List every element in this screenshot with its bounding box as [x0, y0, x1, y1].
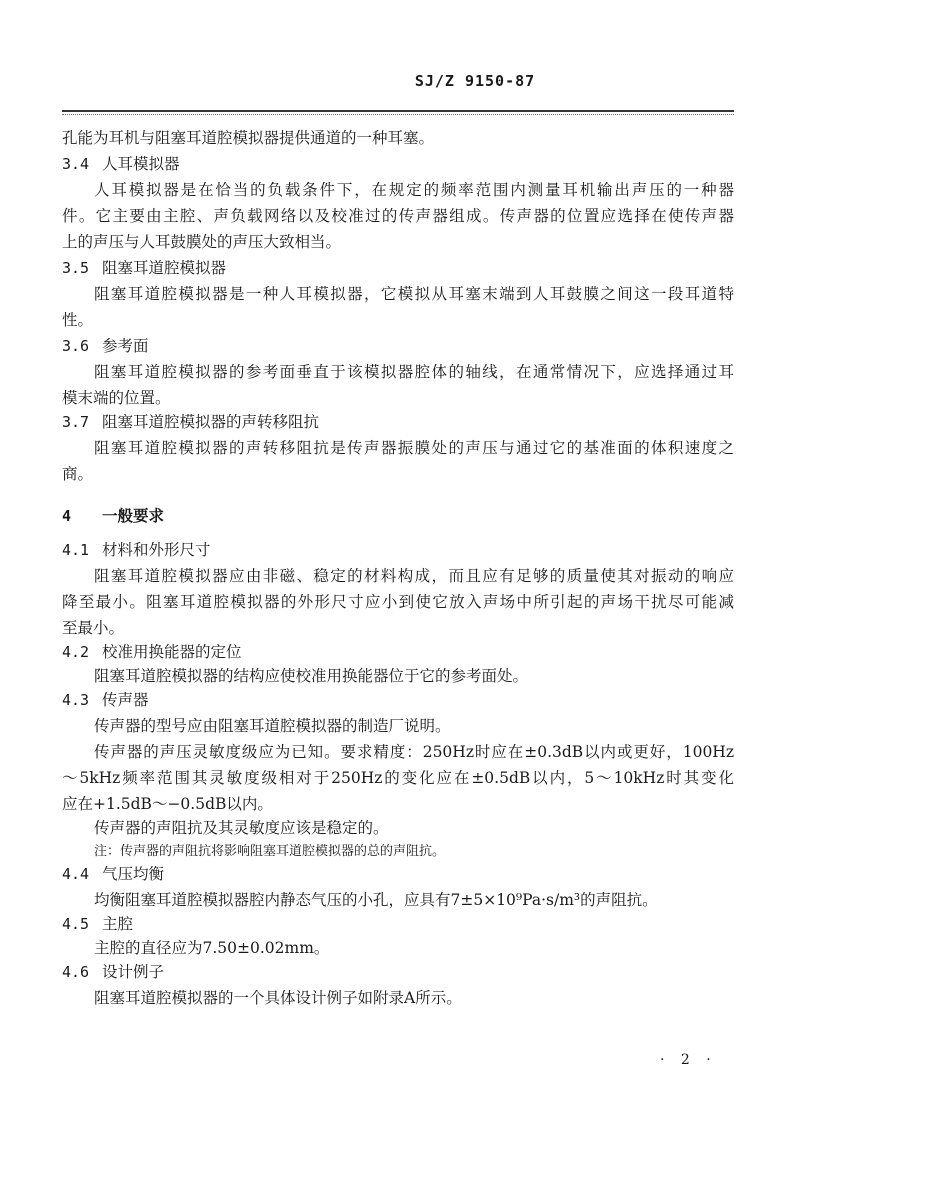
section-heading-3-5: [62, 258, 226, 278]
section-title: 一般要求: [102, 506, 165, 525]
page-number: · 2 ·: [660, 1052, 717, 1068]
section-title: 阻塞耳道腔模拟器的声转移阻抗: [102, 413, 320, 431]
section-number: 4.6: [62, 963, 90, 981]
section-number: 3.7: [62, 413, 90, 431]
text-line: 主腔的直径应为7.50±0.02mm。: [94, 939, 330, 957]
section-title: 校准用换能器的定位: [102, 643, 242, 661]
section-title: 阻塞耳道腔模拟器: [102, 259, 227, 277]
section-heading-3-4: [62, 154, 180, 174]
section-number: 3.4: [62, 155, 90, 173]
text-line: 阻塞耳道腔模拟器的结构应使校准用换能器位于它的参考面处。: [94, 667, 529, 685]
section-heading-3-7: [62, 412, 319, 432]
section-heading-4: [62, 506, 164, 526]
section-title: 主腔: [102, 915, 134, 933]
section-heading-4-2: [62, 642, 242, 662]
section-heading-4-1: [62, 540, 211, 560]
section-heading-4-4: [62, 864, 164, 884]
text-line: 阻塞耳道腔模拟器的声转移阻抗是传声器振膜处的声压与通过它的基准面的体积速度之: [94, 439, 734, 457]
section-title: 设计例子: [102, 963, 165, 981]
section-number: 4: [62, 507, 72, 525]
text-line: 上的声压与人耳鼓膜处的声压大致相当。: [62, 233, 342, 251]
text-line: 至最小。: [62, 619, 125, 637]
section-title: 人耳模拟器: [102, 155, 180, 173]
section-number: 4.1: [62, 541, 90, 559]
section-number: 4.4: [62, 865, 90, 883]
section-number: 4.2: [62, 643, 90, 661]
text-line: 传声器的声压灵敏度级应为已知。要求精度：250Hz时应在±0.3dB以内或更好，100Hz: [94, 743, 734, 761]
section-number: 4.3: [62, 691, 90, 709]
text-line: 阻塞耳道腔模拟器的参考面垂直于该模拟器腔体的轴线，在通常情况下，应选择通过耳: [94, 363, 734, 381]
header-rule: [62, 110, 734, 112]
text-line: 商。: [62, 465, 94, 483]
text-line: 性。: [62, 311, 94, 329]
text-line: 孔能为耳机与阻塞耳道腔模拟器提供通道的一种耳塞。: [62, 129, 435, 147]
text-line: 件。它主要由主腔、声负载网络以及校准过的传声器组成。传声器的位置应选择在使传声器: [62, 207, 734, 225]
section-heading-3-6: [62, 336, 149, 356]
text-line: 传声器的声阻抗及其灵敏度应该是稳定的。: [94, 819, 389, 837]
section-number: 4.5: [62, 915, 90, 933]
section-heading-4-3: [62, 690, 149, 710]
section-number: 3.5: [62, 259, 90, 277]
text-line: 降至最小。阻塞耳道腔模拟器的外形尺寸应小到使它放入声场中所引起的声场干扰尽可能减: [62, 593, 734, 611]
document-id: SJ/Z 9150-87: [414, 72, 536, 90]
section-number: 3.6: [62, 337, 90, 355]
text-line: 传声器的型号应由阻塞耳道腔模拟器的制造厂说明。: [94, 717, 451, 735]
section-title: 材料和外形尺寸: [102, 541, 211, 559]
section-heading-4-6: [62, 962, 164, 982]
header-rule-dotted: [62, 114, 734, 115]
section-title: 气压均衡: [102, 865, 165, 883]
section-title: 传声器: [102, 691, 149, 709]
note: 注：传声器的声阻抗将影响阻塞耳道腔模拟器的总的声阻抗。: [94, 844, 446, 859]
text-line: 人耳模拟器是在恰当的负载条件下，在规定的频率范围内测量耳机输出声压的一种器: [94, 181, 734, 199]
section-title: 参考面: [102, 337, 149, 355]
text-line: ～5kHz频率范围其灵敏度级相对于250Hz的变化应在±0.5dB以内，5～10kHz时其变化: [62, 769, 734, 787]
section-heading-4-5: [62, 914, 133, 934]
text-line: 阻塞耳道腔模拟器的一个具体设计例子如附录A所示。: [94, 989, 462, 1007]
text-line: 模末端的位置。: [62, 389, 171, 407]
text-line: 阻塞耳道腔模拟器是一种人耳模拟器，它模拟从耳塞末端到人耳鼓膜之间这一段耳道特: [94, 285, 734, 303]
text-line: 均衡阻塞耳道腔模拟器腔内静态气压的小孔，应具有7±5×10⁹Pa·s/m³的声阻抗。: [94, 891, 658, 909]
text-line: 阻塞耳道腔模拟器应由非磁、稳定的材料构成，而且应有足够的质量使其对振动的响应: [94, 567, 734, 585]
text-line: 应在+1.5dB～−0.5dB以内。: [62, 795, 273, 813]
